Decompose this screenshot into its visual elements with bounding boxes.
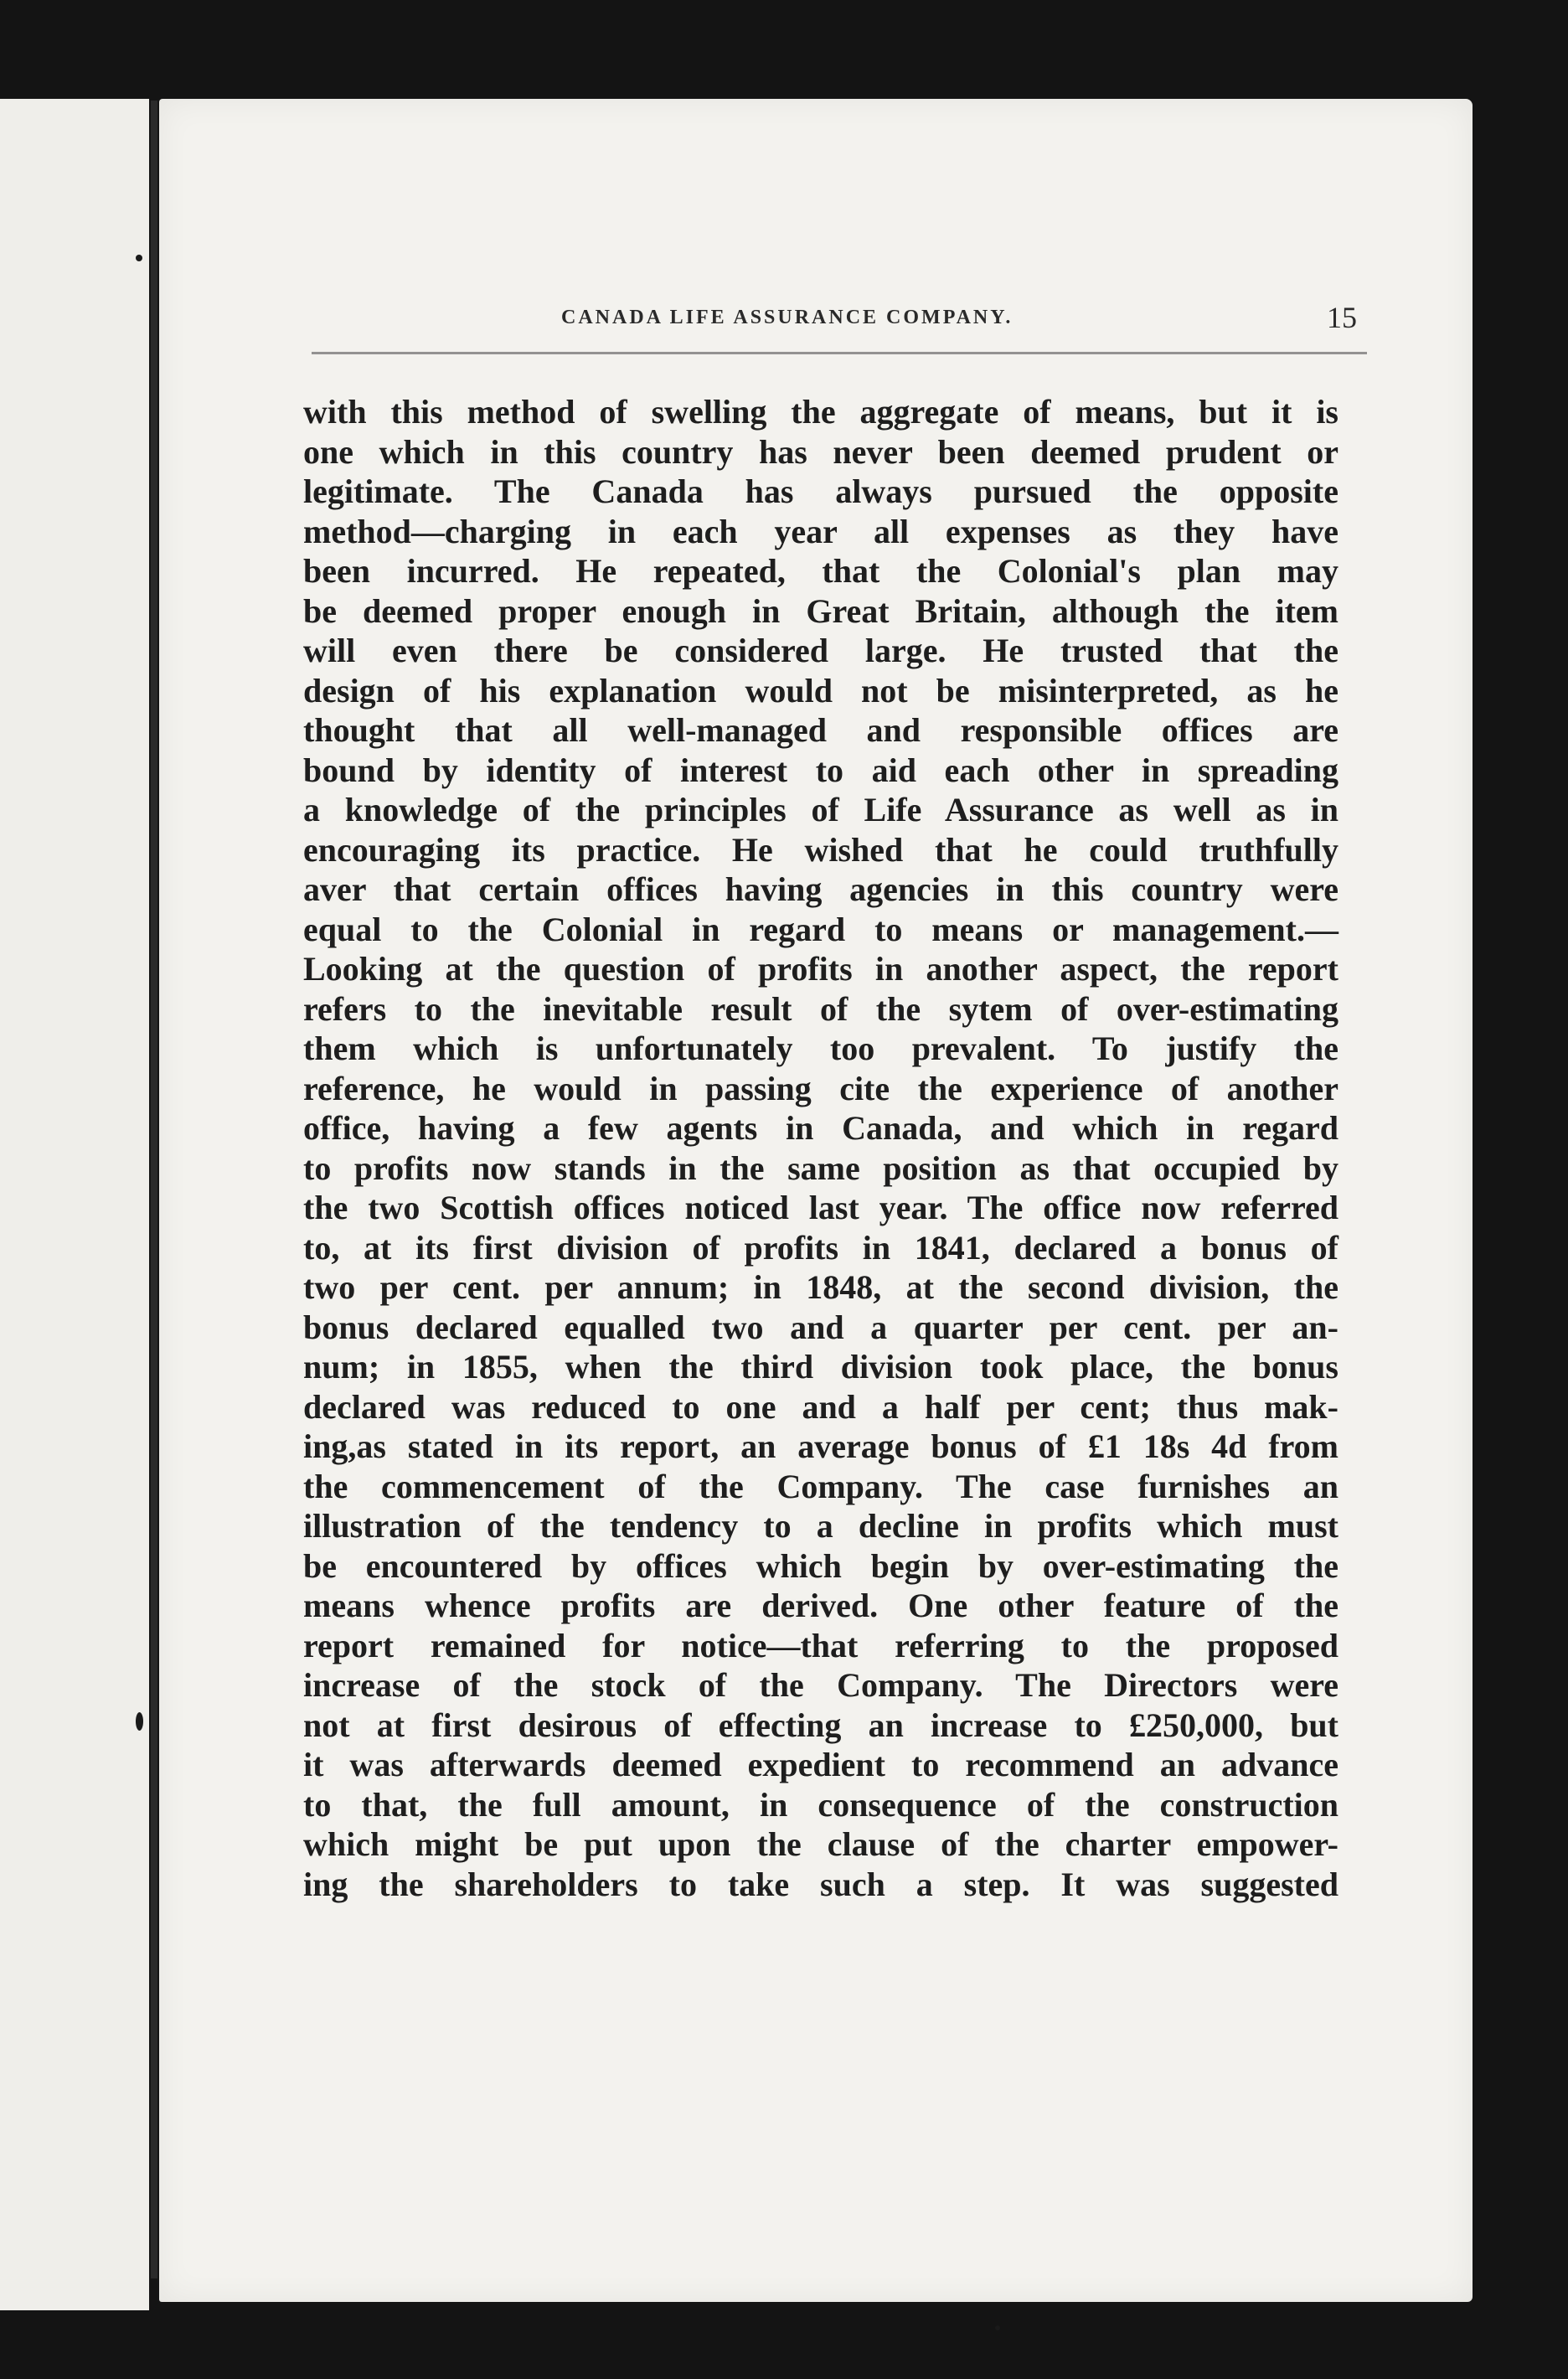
text-line: legitimate. The Canada has always pursued the opposite xyxy=(303,472,1338,510)
text-line: refers to the inevitable result of the sytem of over-estimating xyxy=(303,989,1338,1028)
text-line: report remained for notice—that referring to the proposed xyxy=(303,1626,1338,1664)
text-line: declared was reduced to one and a half per cent; thus mak- xyxy=(303,1387,1338,1426)
text-line: equal to the Colonial in regard to means or management.— xyxy=(303,910,1338,948)
text-line: thought that all well-managed and responsible offices are xyxy=(303,711,1338,749)
text-line: num; in 1855, when the third division took place, the bonus xyxy=(303,1348,1338,1386)
body-text xyxy=(303,392,1338,1904)
text-line: increase of the stock of the Company. The Directors were xyxy=(303,1666,1338,1704)
text-line: them which is unfortunately too prevalent. To justify the xyxy=(303,1030,1338,1067)
text-line: be encountered by offices which begin by over-estimating the xyxy=(303,1546,1338,1585)
text-line: design of his explanation would not be misinterpreted, as he xyxy=(303,671,1338,710)
text-line: which might be put upon the clause of the charter empower- xyxy=(303,1825,1338,1863)
text-line: means whence profits are derived. One other feature of the xyxy=(303,1587,1338,1624)
text-line: encouraging its practice. He wished that he could truthfully xyxy=(303,830,1338,869)
facing-page-edge xyxy=(0,99,149,2310)
text-line: one which in this country has never been deemed prudent or xyxy=(303,432,1338,471)
text-line: with this method of swelling the aggregate of means, but it is xyxy=(303,393,1338,431)
text-line: Looking at the question of profits in another aspect, the report xyxy=(303,950,1338,988)
text-line: the two Scottish offices noticed last year. The office now referred xyxy=(303,1189,1338,1226)
text-line: to that, the full amount, in consequence of the construction xyxy=(303,1785,1338,1824)
text-line: illustration of the tendency to a decline in profits which must xyxy=(303,1507,1338,1545)
header-rule xyxy=(312,352,1367,354)
text-line: two per cent. per annum; in 1848, at the second division, the xyxy=(303,1268,1338,1306)
text-line: ing the shareholders to take such a step. It was suggested xyxy=(303,1865,1338,1903)
text-line: be deemed proper enough in Great Britain, although the item xyxy=(303,591,1338,630)
text-line: will even there be considered large. He trusted that the xyxy=(303,632,1338,669)
text-line: been incurred. He repeated, that the Colonial's plan may xyxy=(303,552,1338,590)
running-head: CANADA LIFE ASSURANCE COMPANY. xyxy=(561,307,1014,328)
text-line: aver that certain offices having agencies in this country were xyxy=(303,870,1338,908)
text-line: a knowledge of the principles of Life Assurance as well as in xyxy=(303,791,1338,828)
text-line: ing,as stated in its report, an average bonus of £1 18s 4d from xyxy=(303,1427,1338,1465)
text-line: not at first desirous of effecting an increase to £250,000, but xyxy=(303,1706,1338,1744)
scan-speck xyxy=(136,255,142,261)
text-line: to, at its first division of profits in 1841, declared a bonus of xyxy=(303,1228,1338,1267)
scan-speck xyxy=(995,2325,1000,2330)
text-line: office, having a few agents in Canada, and which in regard xyxy=(303,1109,1338,1147)
scan-speck xyxy=(136,1712,143,1731)
text-line: reference, he would in passing cite the experience of another xyxy=(303,1069,1338,1107)
text-line: bound by identity of interest to aid each other in spreading xyxy=(303,751,1338,789)
page-number: 15 xyxy=(1327,301,1357,334)
text-line: method—charging in each year all expenses as they have xyxy=(303,512,1338,550)
text-line: it was afterwards deemed expedient to recommend an advance xyxy=(303,1746,1338,1783)
binding-spine xyxy=(151,101,157,2278)
text-line: the commencement of the Company. The case furnishes an xyxy=(303,1467,1338,1505)
text-line: to profits now stands in the same position as that occupied by xyxy=(303,1148,1338,1187)
text-line: bonus declared equalled two and a quarter per cent. per an- xyxy=(303,1308,1338,1346)
page-header xyxy=(394,295,1357,345)
